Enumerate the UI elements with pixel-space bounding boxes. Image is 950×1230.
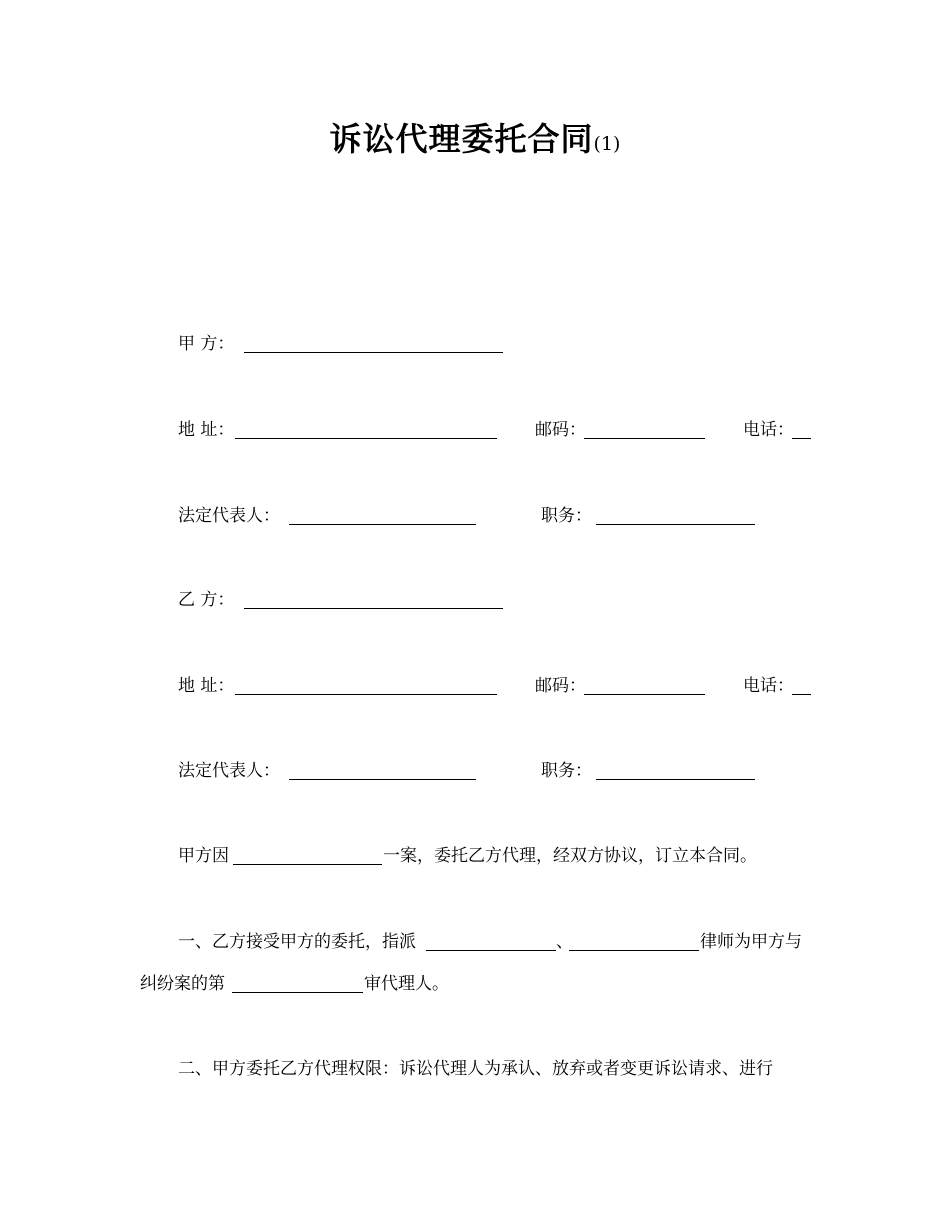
clause-1-prefix: 一、乙方接受甲方的委托，指派 — [178, 932, 416, 952]
party-a-position-label: 职务： — [541, 506, 592, 526]
party-b-address-blank[interactable] — [235, 694, 497, 695]
party-a-rep-row — [0, 504, 950, 528]
document-title — [0, 114, 950, 160]
trial-instance-blank[interactable] — [232, 992, 363, 993]
party-b-name-blank[interactable] — [244, 608, 503, 609]
party-b-postcode-label: 邮码： — [535, 676, 586, 696]
party-b-phone-blank[interactable] — [792, 694, 811, 695]
party-a-name-blank[interactable] — [244, 352, 503, 353]
intro-prefix: 甲方因 — [178, 846, 229, 866]
party-a-address-label: 地 址： — [178, 420, 235, 440]
clause-1-line-2-suffix: 审代理人。 — [364, 974, 449, 994]
party-b-address-label: 地 址： — [178, 676, 235, 696]
party-a-address-blank[interactable] — [235, 438, 497, 439]
title-text: 诉讼代理委托合同 — [329, 120, 594, 158]
party-b-rep-blank[interactable] — [289, 779, 476, 780]
party-b-rep-label: 法定代表人： — [178, 761, 280, 781]
party-b-postcode-blank[interactable] — [584, 694, 705, 695]
lawyer-1-blank[interactable] — [426, 950, 556, 951]
party-a-postcode-label: 邮码： — [535, 420, 586, 440]
clause-1-separator: 、 — [556, 932, 573, 952]
party-b-position-label: 职务： — [541, 761, 592, 781]
clause-1-line-2-prefix: 纠纷案的第 — [140, 974, 225, 994]
party-b-position-blank[interactable] — [596, 779, 755, 780]
case-name-blank[interactable] — [233, 864, 382, 865]
clause-2 — [0, 1057, 950, 1081]
party-a-address-row — [0, 418, 950, 442]
party-b-rep-row — [0, 759, 950, 783]
intro-paragraph — [0, 844, 950, 868]
clause-1-line-1 — [0, 930, 950, 954]
clause-1-suffix: 律师为甲方与 — [700, 932, 802, 952]
party-a-postcode-blank[interactable] — [584, 438, 705, 439]
party-a-phone-label: 电话： — [743, 420, 794, 440]
party-a-phone-blank[interactable] — [792, 438, 811, 439]
clause-1-line-2 — [0, 972, 950, 996]
party-a-name-row — [0, 332, 950, 356]
party-b-phone-label: 电话： — [743, 676, 794, 696]
party-b-name-row — [0, 588, 950, 612]
party-a-rep-blank[interactable] — [289, 524, 476, 525]
party-a-position-blank[interactable] — [596, 524, 755, 525]
party-b-name-label: 乙 方： — [178, 590, 235, 610]
clause-2-text: 二、甲方委托乙方代理权限：诉讼代理人为承认、放弃或者变更诉讼请求、进行 — [178, 1059, 773, 1079]
title-suffix: (1) — [593, 133, 621, 155]
party-a-rep-label: 法定代表人： — [178, 506, 280, 526]
party-b-address-row — [0, 674, 950, 698]
intro-suffix: 一案，委托乙方代理，经双方协议，订立本合同。 — [383, 846, 757, 866]
lawyer-2-blank[interactable] — [569, 950, 699, 951]
party-a-name-label: 甲 方： — [178, 334, 235, 354]
